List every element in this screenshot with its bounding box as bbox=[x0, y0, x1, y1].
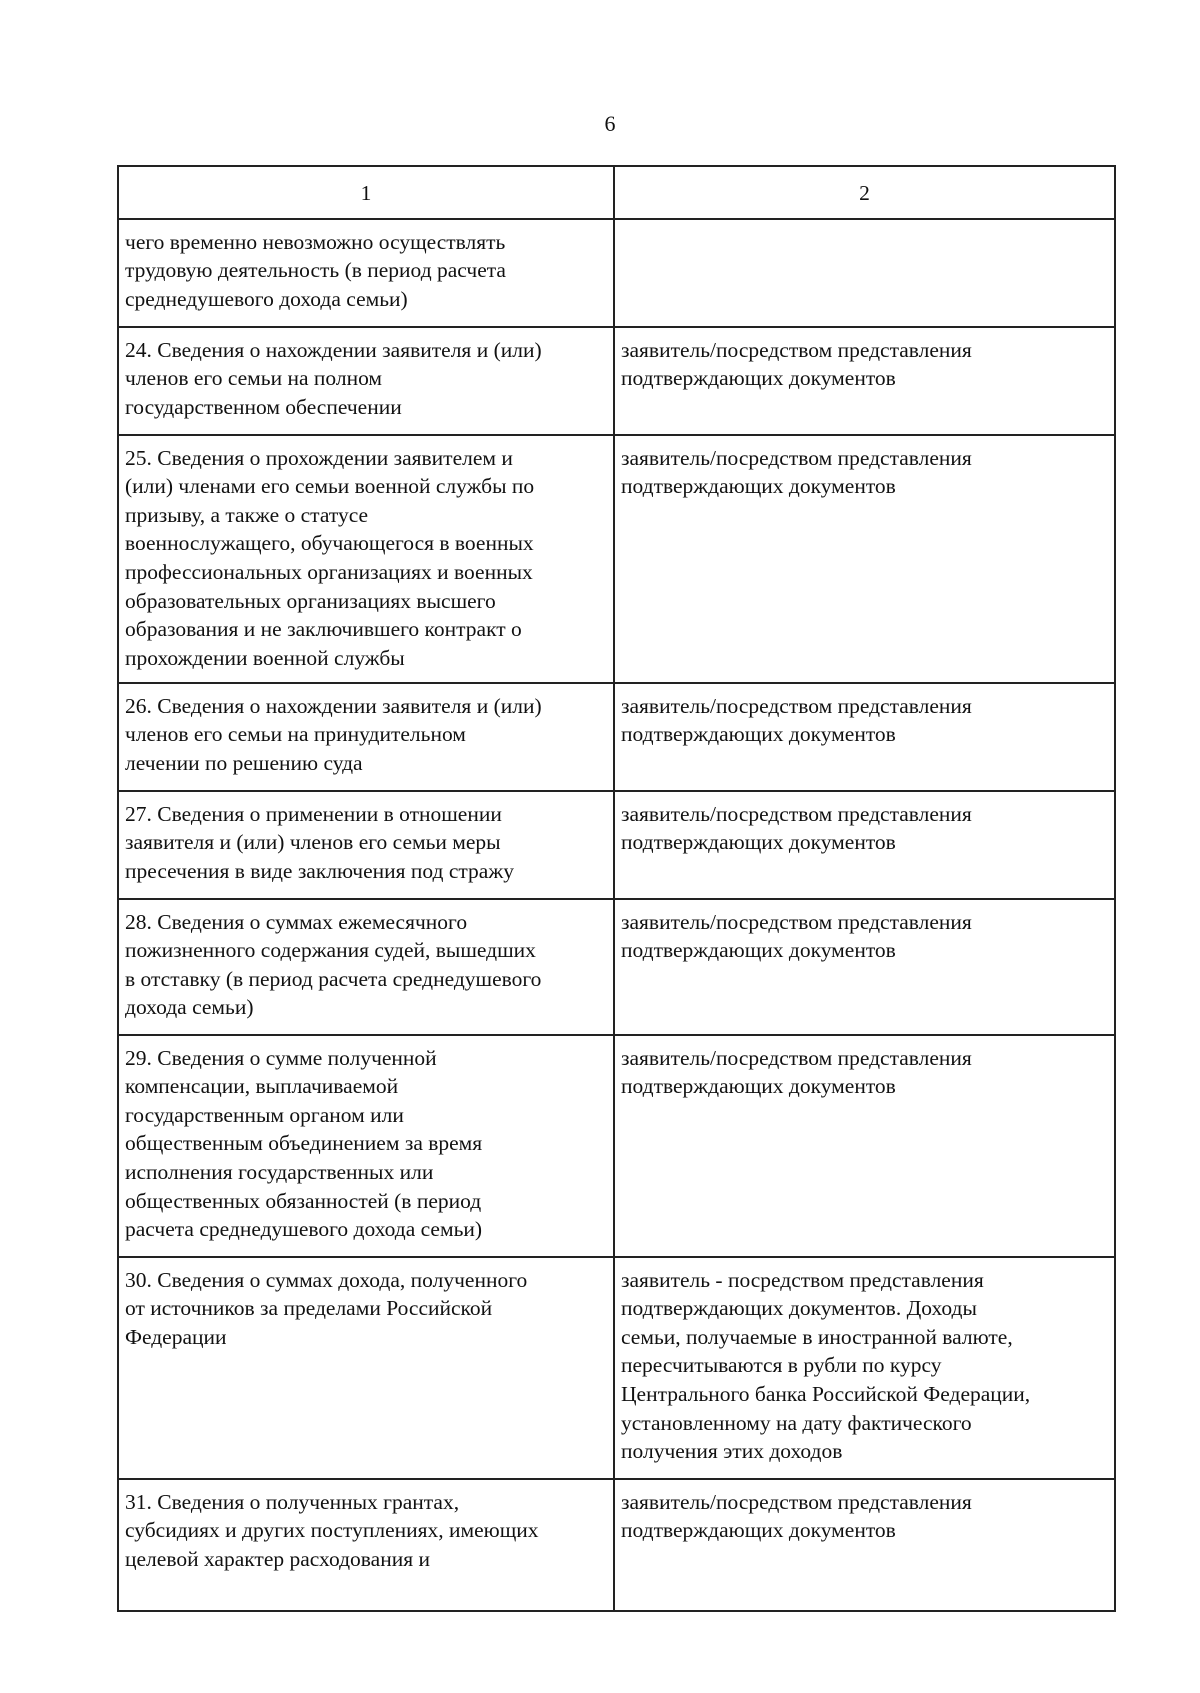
cell-text: заявитель/посредством представления подтверждающих документов bbox=[621, 693, 972, 747]
cell-text: заявитель/посредством представления подтверждающих документов bbox=[621, 445, 972, 499]
table-row bbox=[118, 791, 1115, 899]
cell-text: 30. Сведения о суммах дохода, полученного от источников за пределами Российской Федерации bbox=[125, 1267, 528, 1349]
table-header-row bbox=[118, 166, 1115, 219]
cell-text: 31. Сведения о полученных грантах, субсидиях и других поступлениях, имеющих целевой характер расходования и bbox=[125, 1489, 539, 1571]
table-row bbox=[118, 327, 1115, 435]
table-cell-info bbox=[118, 1035, 614, 1257]
table-cell-info bbox=[118, 327, 614, 435]
table-row bbox=[118, 435, 1115, 683]
table-cell-info bbox=[118, 899, 614, 1035]
table-cell-info bbox=[118, 791, 614, 899]
table-cell-source bbox=[614, 219, 1115, 327]
cell-text: 27. Сведения о применении в отношении заявителя и (или) членов его семьи меры пресечения в виде заключения под стражу bbox=[125, 801, 514, 883]
table-cell-source bbox=[614, 899, 1115, 1035]
cell-text: 28. Сведения о суммах ежемесячного пожизненного содержания судей, вышедших в отставку (в период расчета среднедушевого дохода семьи) bbox=[125, 909, 542, 1020]
cell-text: заявитель/посредством представления подтверждающих документов bbox=[621, 801, 972, 855]
table-cell-source bbox=[614, 1257, 1115, 1479]
cell-text: 26. Сведения о нахождении заявителя и (или) членов его семьи на принудительном лечении по решению суда bbox=[125, 693, 542, 775]
table-cell-source bbox=[614, 327, 1115, 435]
column-header-2: 2 bbox=[614, 166, 1115, 219]
table-row bbox=[118, 219, 1115, 327]
table-row bbox=[118, 899, 1115, 1035]
table-cell-source bbox=[614, 435, 1115, 683]
document-table bbox=[117, 165, 1116, 1612]
table-row bbox=[118, 1035, 1115, 1257]
table-cell-source bbox=[614, 1035, 1115, 1257]
column-header-1: 1 bbox=[118, 166, 614, 219]
cell-text: заявитель/посредством представления подтверждающих документов bbox=[621, 337, 972, 391]
cell-text: заявитель/посредством представления подтверждающих документов bbox=[621, 1489, 972, 1543]
cell-text: заявитель - посредством представления подтверждающих документов. Доходы семьи, получаемые в иностранной валюте, пересчитываются в рубли по курсу Центрального банка Российской Федерации, установленному на дату фактического получения этих доходов bbox=[621, 1267, 1031, 1464]
table-cell-source bbox=[614, 683, 1115, 791]
page-number: 6 bbox=[604, 111, 616, 136]
table-row bbox=[118, 1479, 1115, 1611]
cell-text: 25. Сведения о прохождении заявителем и (или) членами его семьи военной службы по призыву, а также о статусе военнослужащего, обучающегося в военных профессиональных организациях и военных образовательных организациях высшего образования и не заключившего контракт о прохождении военной службы bbox=[125, 445, 535, 670]
cell-text: заявитель/посредством представления подтверждающих документов bbox=[621, 1045, 972, 1099]
table-row bbox=[118, 1257, 1115, 1479]
table-cell-info bbox=[118, 435, 614, 683]
cell-text: 29. Сведения о сумме полученной компенсации, выплачиваемой государственным органом или общественным объединением за время исполнения государственных или общественных обязанностей (в период расчета среднедушевого дохода семьи) bbox=[125, 1045, 483, 1242]
table-cell-info bbox=[118, 219, 614, 327]
table-cell-info bbox=[118, 1479, 614, 1611]
table-cell-source bbox=[614, 1479, 1115, 1611]
cell-text: 24. Сведения о нахождении заявителя и (или) членов его семьи на полном государственном обеспечении bbox=[125, 337, 542, 419]
table-row bbox=[118, 683, 1115, 791]
table-cell-source bbox=[614, 791, 1115, 899]
cell-text: чего временно невозможно осуществлять трудовую деятельность (в период расчета среднедушевого дохода семьи) bbox=[125, 229, 506, 311]
cell-text: заявитель/посредством представления подтверждающих документов bbox=[621, 909, 972, 963]
table-cell-info bbox=[118, 683, 614, 791]
table-cell-info bbox=[118, 1257, 614, 1479]
